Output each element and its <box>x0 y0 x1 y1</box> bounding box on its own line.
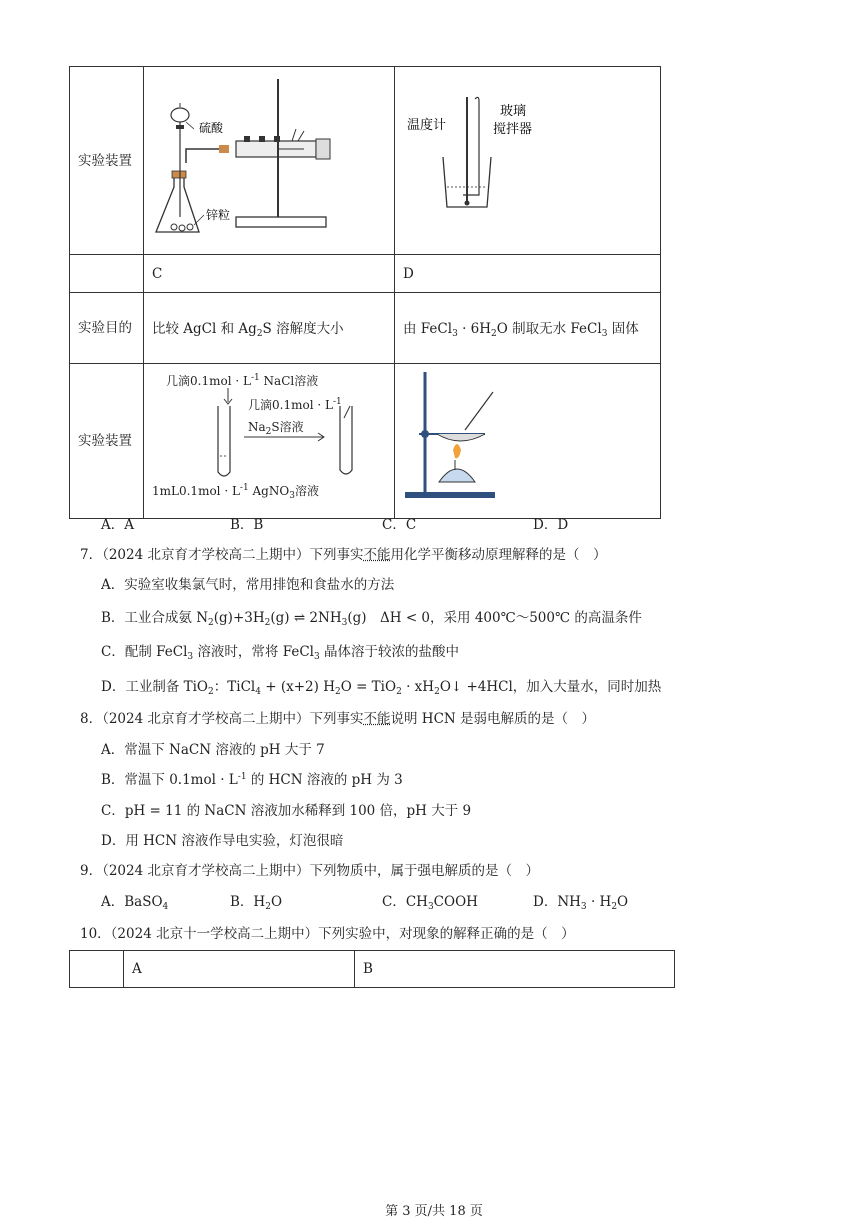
row-label-setup: 实验装置 <box>70 67 144 255</box>
figure-d-cell <box>395 364 661 519</box>
row-label-blank <box>70 255 144 293</box>
q8-option-d[interactable]: D．用 HCN 溶液作导电实验，灯泡很暗 <box>101 833 344 849</box>
q8-option-c[interactable]: C．pH = 11 的 NaCN 溶液加水稀释到 100 倍，pH 大于 9 <box>101 803 472 819</box>
q9-stem: 9．（2024 北京育才学校高二上期中）下列物质中，属于强电解质的是（ ） <box>80 863 539 879</box>
evaporation-figure <box>395 364 660 514</box>
q7-option-b[interactable]: B．工业合成氨 $N_2(g)+3H_2(g)$ ⇌ $2NH_3(g)$ ΔH < 0，采用 400℃～500℃ 的高温条件 <box>101 610 642 628</box>
row-label-setup-2: 实验装置 <box>70 364 144 519</box>
figure-b-cell <box>395 67 661 255</box>
label-nacl: 几滴$0.1mol \cdot L^{-1}$ NaCl溶液 <box>166 373 319 388</box>
precipitation-figure <box>144 366 394 516</box>
q6-option-d[interactable]: D．D <box>533 517 569 533</box>
page-footer: 第 3 页/共 18 页 <box>385 1204 483 1219</box>
q10-table <box>69 950 675 988</box>
q6-option-b[interactable]: B．B <box>230 517 264 533</box>
col-d-header: D <box>395 255 661 293</box>
q7-option-c[interactable]: C．配制 FeCl$_3$ 溶液时，常将 FeCl$_3$ 晶体溶于较浓的盐酸中 <box>101 644 460 662</box>
label-na2s-drops: 几滴$0.1mol \cdot L^{-1}$ <box>248 397 342 412</box>
calorimeter-figure <box>395 67 660 250</box>
label-zinc: 锌粒 <box>206 208 231 222</box>
q10-stem: 10．（2024 北京十一学校高二上期中）下列实验中，对现象的解释正确的是（ ） <box>80 926 575 942</box>
label-agno3: $1mL0.1mol \cdot L^{-1}$ AgNO$_3$溶液 <box>152 483 319 501</box>
q7-option-d[interactable]: D．工业制备 TiO$_2$：TiCl$_4$ + (x+2) $H_2O = TiO_2$ · $xH_2O↓ +4HCl$，加入大量水，同时加热 <box>101 679 662 697</box>
q6-option-a[interactable]: A．A <box>101 517 134 533</box>
figure-c-cell <box>144 364 395 519</box>
q9-option-c[interactable]: C．$CH_3COOH$ <box>382 894 478 912</box>
q9-option-b[interactable]: B．$H_2O$ <box>230 894 283 912</box>
q6-option-c[interactable]: C．C <box>382 517 417 533</box>
label-stirrer-2: 搅拌器 <box>493 122 533 137</box>
label-na2s: $Na_2S$溶液 <box>248 420 304 437</box>
q8-option-b[interactable]: B．常温下 $0.1mol \cdot L^{-1}$ 的 HCN 溶液的 pH 为 3 <box>101 772 403 788</box>
q9-option-a[interactable]: A．BaSO$_4$ <box>101 894 169 912</box>
purpose-c: 比较 AgCl 和 $Ag_2S$ 溶解度大小 <box>144 293 395 364</box>
q7-stem: 7．（2024 北京育才学校高二上期中）下列事实不能用化学平衡移动原理解释的是（ ） <box>80 547 607 563</box>
test-tubes-svg <box>144 366 394 516</box>
q8-stem: 8．（2024 北京育才学校高二上期中）下列事实不能说明 HCN 是弱电解质的是（ ） <box>80 711 595 727</box>
col-c-header: C <box>144 255 395 293</box>
q10-col-b: B <box>355 951 675 988</box>
hydrogen-generator-figure <box>144 67 394 250</box>
label-stirrer-1: 玻璃 <box>500 104 527 119</box>
label-acid: 硫酸 <box>199 121 224 135</box>
q9-option-d[interactable]: D．$NH_3 \cdot H_2O$ <box>533 894 629 912</box>
purpose-d: 由 FeCl$_3$ · $6H_2O$ 制取无水 FeCl$_3$ 固体 <box>395 293 661 364</box>
q7-option-a[interactable]: A．实验室收集氯气时，常用排饱和食盐水的方法 <box>101 577 395 593</box>
label-thermometer: 温度计 <box>407 118 447 133</box>
figure-a-cell <box>144 67 395 255</box>
row-label-purpose: 实验目的 <box>70 293 144 364</box>
q10-blank-cell <box>70 951 124 988</box>
q8-option-a[interactable]: A．常温下 NaCN 溶液的 pH 大于 7 <box>101 742 325 758</box>
q10-col-a: A <box>124 951 355 988</box>
experiment-table <box>69 66 661 519</box>
